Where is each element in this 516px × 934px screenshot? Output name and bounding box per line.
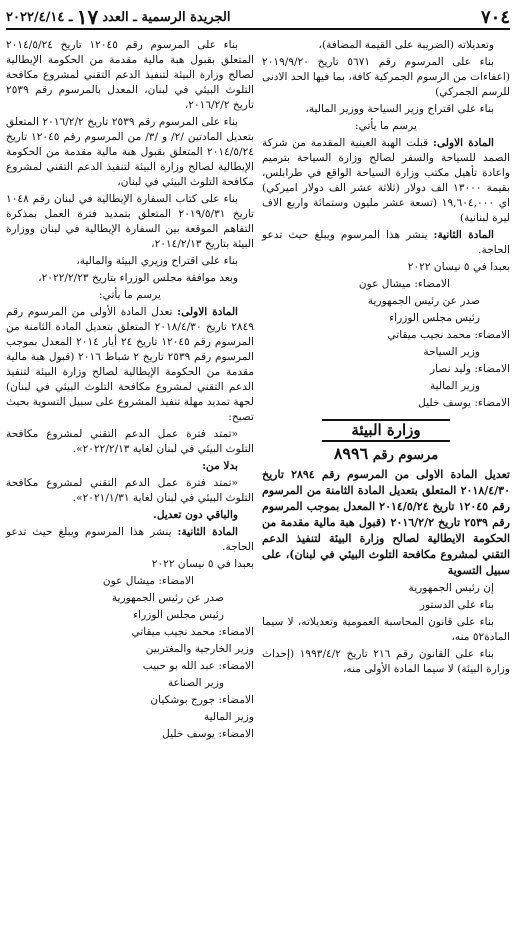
decree-title: تعديل المادة الاولى من المرسوم رقم ٢٨٩٤ تاريخ ٢٠١٨/٤/٣٠ المتعلق بتعديل المادة الثامنة من المرسوم رقم ١٢٠٤٥ تاريخ ٢٠١٤/٥/٢٤ المعدل بموجب المرسوم رقم ٢٥٣٩ تاريخ ٢٠١٦/٢/٢ (قبول هبة مالية مقدمة من الحكومة الايطالية لصالح وزارة البيئة لتنفيذ الدعم التقني لمشروع مكافحة التلوث البيئي في لبنان)، على سبيل التسوية: [262, 468, 510, 577]
signature: الامضاء: ميشال عون: [102, 575, 194, 587]
paragraph: بناء على المرسوم رقم ٥٦٧١ تاريخ ٢٠١٩/٩/٢٠ (اعفاءات من الرسوم الجمركية كافة، بما فيها الحد الادنى للرسم الجمركي): [262, 56, 510, 98]
article-2: [262, 228, 510, 258]
ministry-heading: وزارة البيئة: [322, 419, 450, 442]
signature-heading: وزير المالية: [429, 380, 480, 392]
instead-label: بدلا من:: [202, 460, 238, 472]
article-2: [6, 525, 254, 555]
signature: الامضاء: عبد الله بو حبيب: [142, 660, 254, 672]
issue-date: ـ ٢٠٢٢/٤/١٤: [6, 9, 73, 25]
signature-heading: صدر عن رئيس الجمهورية: [367, 295, 480, 307]
signature-heading: رئيس مجلس الوزراء: [389, 312, 480, 324]
article-1: [262, 136, 510, 226]
rest-unchanged: والباقي دون تعديل.: [153, 509, 238, 521]
paragraph: بناء على اقتراح وزيري البيئة والمالية،: [76, 255, 238, 267]
decree-number-value: ٨٩٩٦: [333, 444, 369, 463]
page-number: ٧٠٤: [480, 6, 510, 28]
article-text: قبلت الهبة العينية المقدمة من شركة الصمد للسياحة والسفر لصالح وزارة السياحة بترميم واعادة تأهيل مكتب وزارة السياحة الواقع في طرابلس، بقيمة ١٣٠٠٠ الف دولار (ثلاثة عشر الف دولار اميركي) اي ١٩,٦٠٤,٠٠٠ (تسعة عشر مليون وستمائة واربع الاف ليرة لبنانية): [262, 137, 510, 224]
article-1: [6, 305, 254, 425]
issue-number: ١٧: [76, 5, 99, 29]
signature: الامضاء: محمد نجيب ميقاتي: [387, 329, 510, 341]
left-column: [6, 38, 254, 744]
date-line: بعبدا في ٥ نيسان ٢٠٢٢: [151, 558, 254, 570]
article-text: تعدل المادة الأولى من المرسوم رقم ٢٨٤٩ تاريخ ٢٠١٨/٤/٣٠ المتعلق بتعديل المادة الثامنة من المرسوم رقم ١٢٠٤٥ تاريخ ٢٤ أيار ٢٠١٤ المعدل بموجب المرسوم رقم ٢٥٣٩ تاريخ ٢ شباط ٢٠١٦ (قبول هبة مالية مقدمة من الحكومة الإيطالية لصالح وزارة البيئة لتنفيذ الدعم التقني لمشروع مكافحة التلوث البيئي في لبنان) لجهة تمديد مهلة تنفيذ المشروع على سبيل التسوية بحيث تصبح:: [5, 306, 254, 423]
date-line: بعبدا في ٥ نيسان ٢٠٢٢: [407, 261, 510, 273]
article-label: المادة الثانية:: [177, 526, 238, 538]
signature-heading: وزير الصناعة: [167, 677, 224, 689]
article-label: المادة الاولى:: [177, 306, 238, 318]
paragraph: بناء على اقتراح وزير السياحة ووزير المالية،: [305, 103, 494, 115]
signature-heading: صدر عن رئيس الجمهورية: [111, 592, 224, 604]
signature-heading: وزير المالية: [203, 711, 254, 723]
decree-formula: يرسم ما يأتي:: [99, 289, 161, 301]
signature-heading: وزير الخارجية والمغتربين: [145, 643, 254, 655]
article-label: المادة الاولى:: [433, 137, 494, 149]
decree-prefix: مرسوم رقم: [372, 448, 439, 463]
paragraph: بناء على القانون رقم ٢١٦ تاريخ ١٩٩٣/٤/٢ (إحداث وزارة البيئة) لا سيما المادة الأولى منه،: [262, 648, 510, 675]
paragraph: وتعديلاته (الضريبة على القيمة المضافة)،: [318, 39, 494, 51]
quoted-text: «تمتد فترة عمل الدعم التقني لمشروع مكافحة التلوث البيئي في لبنان لغاية ٢٠٢١/١/٣١».: [6, 477, 254, 504]
paragraph: بناء على المرسوم رقم ١٢٠٤٥ تاريخ ٢٠١٤/٥/٢٤ المتعلق بقبول هبة مالية مقدمة من الحكومة الإيطالية لصالح وزارة البيئة لتنفيذ الدعم التقني لمشروع مكافحة التلوث البيئي في لبنان، المعدل بالمرسوم رقم ٢٥٣٩ تاريخ ٢٠١٦/٢/٢،: [6, 39, 254, 111]
paragraph: بناء على المرسوم رقم ٢٥٣٩ تاريخ ٢٠١٦/٢/٢ المتعلق بتعديل المادتين /٢/ و /٣/ من المرسوم رقم ١٢٠٤٥ تاريخ ٢٠١٤/٥/٢٤ المتعلق بقبول هبة مالية مقدمة من الحكومة الإيطالية لصالح وزارة البيئة لتنفيذ الدعم التقني لمشروع مكافحة التلوث البيئي في لبنان،: [6, 116, 254, 188]
signature: الامضاء: يوسف خليل: [418, 397, 510, 409]
page-header: [6, 6, 510, 30]
gazette-masthead: [6, 5, 230, 29]
decree-number: [262, 446, 510, 463]
signature-heading: رئيس مجلس الوزراء: [133, 609, 224, 621]
article-label: المادة الثانية:: [433, 229, 494, 241]
right-column: [262, 38, 510, 679]
paragraph: إن رئيس الجمهورية: [408, 582, 494, 594]
gazette-prefix: الجريدة الرسمية ـ العدد: [102, 9, 231, 25]
article-text: ينشر هذا المرسوم ويبلغ حيث تدعو الحاجة.: [262, 229, 510, 256]
paragraph: وبعد موافقة مجلس الوزراء بتاريخ ٢٠٢٢/٢/٢٣،: [38, 272, 238, 284]
signature: الامضاء: محمد نجيب ميقاتي: [131, 626, 254, 638]
article-text: ينشر هذا المرسوم ويبلغ حيث تدعو الحاجة.: [6, 526, 254, 553]
signature: الامضاء: ميشال عون: [358, 278, 450, 290]
signature: الامضاء: جورج بوشكيان: [150, 694, 254, 706]
signature: الامضاء: يوسف خليل: [162, 728, 254, 740]
decree-formula: يرسم ما يأتي:: [355, 120, 417, 132]
quoted-text: «تمتد فترة عمل الدعم التقني لمشروع مكافحة التلوث البيئي في لبنان لغاية ٢٠٢٢/٢/١٣».: [6, 428, 254, 455]
signature-heading: وزير السياحة: [423, 346, 480, 358]
paragraph: بناء على قانون المحاسبة العمومية وتعديلاته، لا سيما المادة٥٢ منه،: [262, 616, 510, 643]
paragraph: بناء على الدستور: [419, 599, 494, 611]
signature: الامضاء: وليد نصار: [430, 363, 510, 375]
paragraph: بناء على كتاب السفارة الإيطالية في لبنان رقم ١٠٤٨ تاريخ ٢٠١٩/٥/٣١ المتعلق بتمديد فترة العمل بمذكرة التفاهم الموقعة بين السفارة الإيطالية في لبنان ووزارة البيئة بتاريخ ٢٠١٤/٢/١٣،: [6, 193, 254, 250]
